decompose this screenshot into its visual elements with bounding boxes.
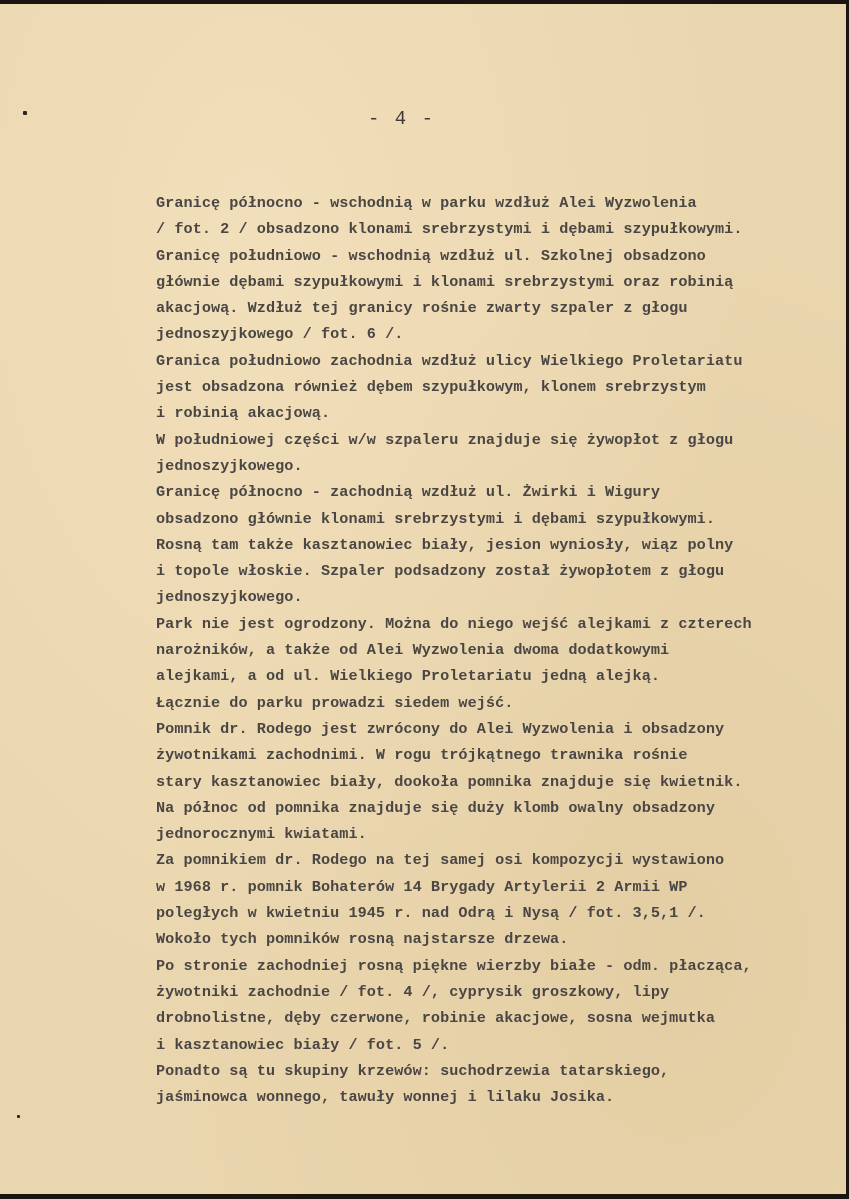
text-line: jednorocznymi kwiatami. bbox=[156, 825, 367, 844]
text-line: akacjową. Wzdłuż tej granicy rośnie zwarty szpaler z głogu bbox=[156, 299, 688, 318]
text-line: poległych w kwietniu 1945 r. nad Odrą i Nysą / fot. 3,5,1 /. bbox=[156, 904, 706, 923]
text-line: Granicę południowo - wschodnią wzdłuż ul. Szkolnej obsadzono bbox=[156, 246, 706, 265]
text-line: Na północ od pomnika znajduje się duży klomb owalny obsadzony bbox=[156, 798, 716, 817]
text-line: i kasztanowiec biały / fot. 5 /. bbox=[156, 1035, 450, 1054]
text-line: i topole włoskie. Szpaler podsadzony został żywopłotem z głogu bbox=[156, 562, 725, 581]
text-line: / fot. 2 / obsadzono klonami srebrzystymi i dębami szypułkowymi. bbox=[156, 220, 743, 239]
text-line: Granica południowo zachodnia wzdłuż ulicy Wielkiego Proletariatu bbox=[156, 351, 743, 370]
punch-mark-top bbox=[23, 111, 27, 115]
text-line: żywotniki zachodnie / fot. 4 /, cyprysik groszkowy, lipy bbox=[156, 982, 670, 1001]
text-line: Park nie jest ogrodzony. Można do niego wejść alejkami z czterech bbox=[156, 614, 752, 633]
text-line: jaśminowca wonnego, tawuły wonnej i lilaku Josika. bbox=[156, 1088, 615, 1107]
text-line: jednoszyjkowego. bbox=[156, 456, 303, 475]
text-line: Granicę północno - wschodnią w parku wzdłuż Alei Wyzwolenia bbox=[156, 194, 697, 212]
text-line: narożników, a także od Alei Wyzwolenia dwoma dodatkowymi bbox=[156, 641, 670, 660]
body-text bbox=[156, 190, 846, 1110]
page-number: - 4 - bbox=[368, 108, 436, 130]
text-line: drobnolistne, dęby czerwone, robinie akacjowe, sosna wejmutka bbox=[156, 1009, 716, 1028]
text-line: jest obsadzona również dębem szypułkowym, klonem srebrzystym bbox=[156, 378, 706, 397]
text-line: głównie dębami szypułkowymi i klonami srebrzystymi oraz robinią bbox=[156, 272, 734, 291]
text-line: stary kasztanowiec biały, dookoła pomnika znajduje się kwietnik. bbox=[156, 772, 743, 791]
text-line: Łącznie do parku prowadzi siedem wejść. bbox=[156, 693, 514, 712]
text-line: w 1968 r. pomnik Bohaterów 14 Brygady Artylerii 2 Armii WP bbox=[156, 877, 688, 896]
punch-mark-bottom bbox=[17, 1115, 20, 1118]
text-line: i robinią akacjową. bbox=[156, 404, 331, 423]
text-line: Pomnik dr. Rodego jest zwrócony do Alei Wyzwolenia i obsadzony bbox=[156, 719, 725, 738]
text-line: Za pomnikiem dr. Rodego na tej samej osi kompozycji wystawiono bbox=[156, 851, 725, 870]
text-line: jednoszyjkowego / fot. 6 /. bbox=[156, 325, 404, 344]
text-line: Po stronie zachodniej rosną piękne wierzby białe - odm. płacząca, bbox=[156, 956, 752, 975]
document-page bbox=[0, 4, 846, 1194]
text-line: Ponadto są tu skupiny krzewów: suchodrzewia tatarskiego, bbox=[156, 1061, 670, 1080]
text-line: Granicę północno - zachodnią wzdłuż ul. Żwirki i Wigury bbox=[156, 483, 661, 502]
text-line: obsadzono głównie klonami srebrzystymi i dębami szypułkowymi. bbox=[156, 509, 716, 528]
text-line: żywotnikami zachodnimi. W rogu trójkątnego trawnika rośnie bbox=[156, 746, 688, 765]
text-line: Wokoło tych pomników rosną najstarsze drzewa. bbox=[156, 930, 569, 949]
text-line: jednoszyjkowego. bbox=[156, 588, 303, 607]
text-line: W południowej części w/w szpaleru znajduje się żywopłot z głogu bbox=[156, 430, 734, 449]
text-line: alejkami, a od ul. Wielkiego Proletariatu jedną alejką. bbox=[156, 667, 661, 686]
text-line: Rosną tam także kasztanowiec biały, jesion wyniosły, wiąz polny bbox=[156, 535, 734, 554]
